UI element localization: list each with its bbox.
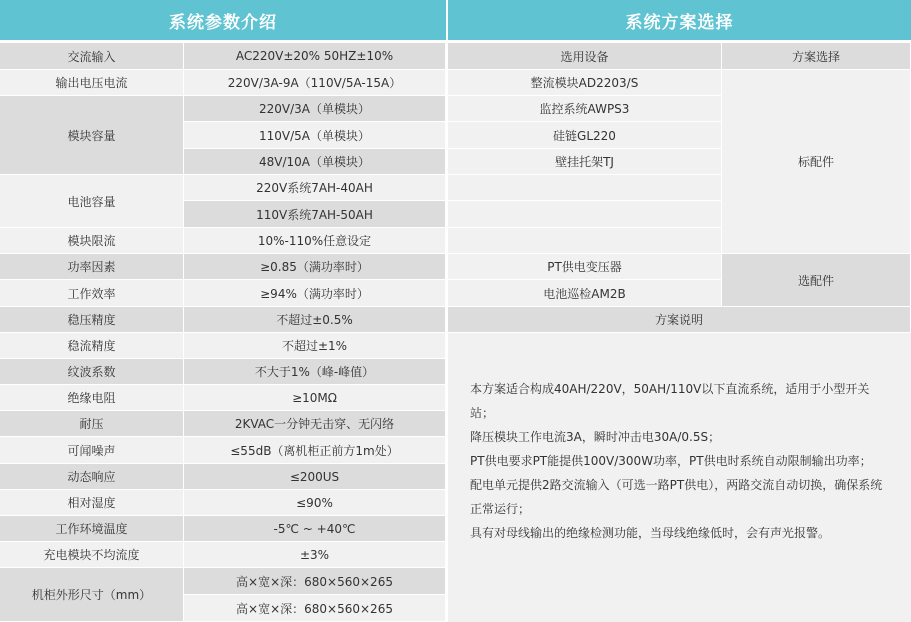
param-value: ≥10MΩ: [184, 385, 446, 411]
param-value: ≥0.85（满功率时）: [184, 254, 446, 280]
param-value: 高×宽×深：680×560×265: [184, 595, 446, 622]
param-value: 不超过±1%: [184, 333, 446, 359]
param-label: 动态响应: [0, 464, 184, 490]
empty-device-cell: [448, 175, 722, 201]
param-label: 工作环境温度: [0, 516, 184, 542]
standard-device: 监控系统AWPS3: [448, 96, 722, 122]
param-value: 不超过±0.5%: [184, 307, 446, 333]
left-header: 系统参数介绍: [0, 0, 446, 40]
param-value: 不大于1%（峰-峰值）: [184, 359, 446, 385]
empty-device-cell: [448, 201, 722, 228]
param-label: 模块限流: [0, 228, 184, 254]
param-value: ±3%: [184, 542, 446, 568]
desc-line: 本方案适合构成40AH/220V，50AH/110V以下直流系统，适用于小型开关站；: [470, 382, 870, 420]
param-value: 110V/5A（单模块）: [184, 122, 446, 149]
standard-label: 标配件: [722, 70, 911, 254]
optional-device: PT供电变压器: [448, 254, 722, 280]
param-label: 输出电压电流: [0, 70, 184, 96]
standard-device: 壁挂托架TJ: [448, 149, 722, 175]
param-value: 110V系统7AH-50AH: [184, 201, 446, 228]
param-value: -5℃ ~ +40℃: [184, 516, 446, 542]
scheme-desc-header: 方案说明: [448, 307, 911, 333]
scheme-description: [448, 333, 911, 622]
param-label: 交流输入: [0, 43, 184, 70]
param-value: ≤200US: [184, 464, 446, 490]
param-value: ≤90%: [184, 490, 446, 516]
optional-label: 选配件: [722, 254, 911, 307]
param-label: 功率因素: [0, 254, 184, 280]
param-value: 220V/3A（单模块）: [184, 96, 446, 122]
param-value: 10%-110%任意设定: [184, 228, 446, 254]
param-value: 220V系统7AH-40AH: [184, 175, 446, 201]
optional-device: 电池巡检AM2B: [448, 280, 722, 307]
param-label: 稳流精度: [0, 333, 184, 359]
param-value: 220V/3A-9A（110V/5A-15A）: [184, 70, 446, 96]
param-value: 48V/10A（单模块）: [184, 149, 446, 175]
desc-line: PT供电要求PT能提供100V/300W功率，PT供电时系统自动限制输出功率；: [470, 454, 872, 468]
desc-line: 具有对母线输出的绝缘检测功能，当母线绝缘低时，会有声光报警。: [470, 526, 831, 540]
standard-device: 整流模块AD2203/S: [448, 70, 722, 96]
param-label: 耐压: [0, 411, 184, 437]
param-label: 充电模块不均流度: [0, 542, 184, 568]
param-value: AC220V±20% 50HZ±10%: [184, 43, 446, 70]
param-label: 模块容量: [0, 96, 184, 175]
scheme-device-header: 选用设备: [448, 43, 722, 70]
scheme-choice-header: 方案选择: [722, 43, 911, 70]
standard-device: 硅链GL220: [448, 122, 722, 149]
param-label: 相对湿度: [0, 490, 184, 516]
empty-device-cell: [448, 228, 722, 254]
param-label: 纹波系数: [0, 359, 184, 385]
param-value: 2KVAC一分钟无击穿、无闪络: [184, 411, 446, 437]
param-value: 高×宽×深：680×560×265: [184, 568, 446, 595]
param-label: 工作效率: [0, 280, 184, 307]
desc-line: 配电单元提供2路交流输入（可选一路PT供电），两路交流自动切换，确保系统正常运行；: [470, 478, 883, 516]
param-label: 电池容量: [0, 175, 184, 228]
param-label: 绝缘电阻: [0, 385, 184, 411]
param-label: 稳压精度: [0, 307, 184, 333]
param-value: ≥94%（满功率时）: [184, 280, 446, 307]
desc-line: 降压模块工作电流3A，瞬时冲击电30A/0.5S；: [470, 430, 721, 444]
param-label: 机柜外形尺寸（mm）: [0, 568, 184, 622]
param-value: ≤55dB（离机柜正前方1m处）: [184, 437, 446, 464]
right-header: 系统方案选择: [448, 0, 911, 40]
param-label: 可闻噪声: [0, 437, 184, 464]
